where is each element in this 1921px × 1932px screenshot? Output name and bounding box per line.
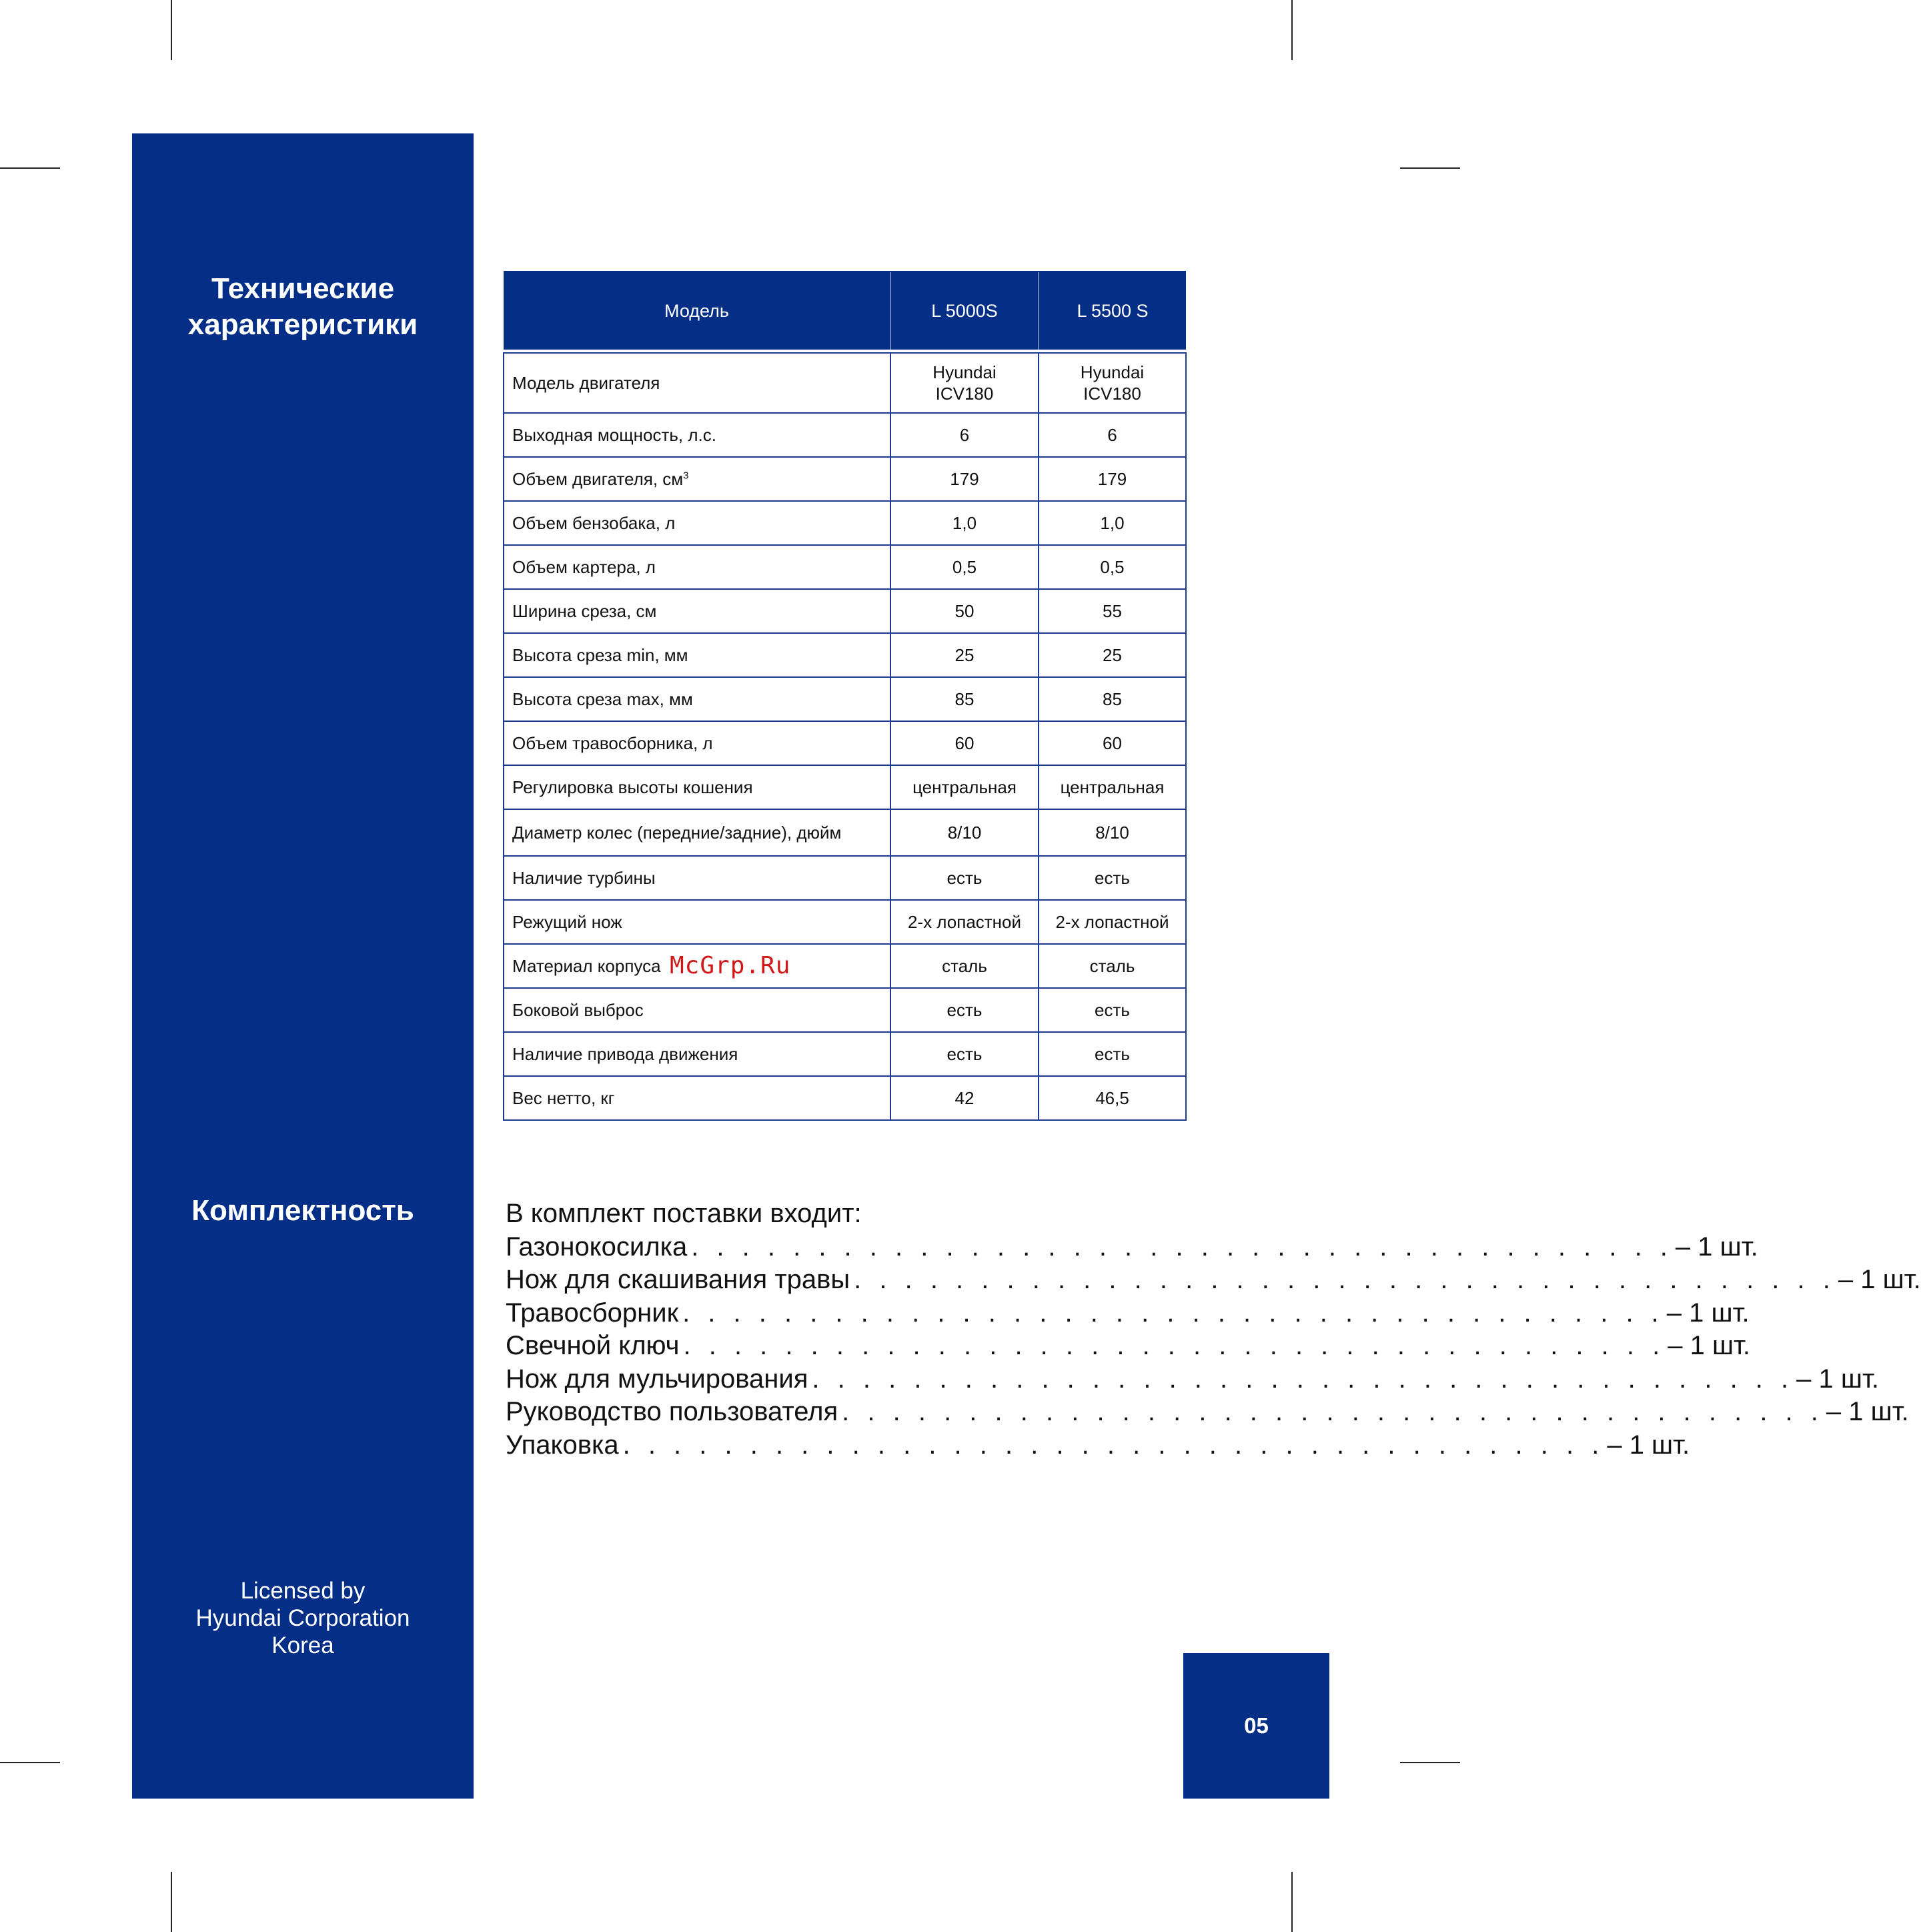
list-item: Травосборник . . . . . . . . . . . . . . . . . . . . . . . . . . . . . . . . . . . . . . . – 1 шт. [506, 1297, 1179, 1330]
value-cell: Hyundai ICV180 [1039, 353, 1186, 413]
crop-mark [1291, 1872, 1293, 1932]
value-cell: 50 [890, 589, 1039, 633]
value-cell: есть [1039, 856, 1186, 900]
license-text: Licensed by Hyundai Corporation Korea [195, 1578, 410, 1658]
contents-intro: В комплект поставки входит: [506, 1199, 862, 1228]
package-contents [506, 1197, 1921, 1462]
param-cell: Боковой выброс [504, 988, 890, 1032]
value-cell: 2-х лопастной [1039, 900, 1186, 944]
header-model: Модель [504, 272, 890, 350]
param-cell: Высота среза max, мм [504, 677, 890, 721]
header-l5500s: L 5500 S [1039, 272, 1186, 350]
value-cell: центральная [890, 765, 1039, 809]
table-row [504, 501, 1186, 545]
param-cell: Ширина среза, см [504, 589, 890, 633]
table-row [504, 633, 1186, 677]
table-row [504, 900, 1186, 944]
value-cell: 46,5 [1039, 1076, 1186, 1120]
param-cell: Модель двигателя [504, 353, 890, 413]
value-cell: есть [890, 1032, 1039, 1076]
crop-mark [171, 1872, 172, 1932]
list-item: Газонокосилка . . . . . . . . . . . . . . . . . . . . . . . . . . . . . . . . . . . . . . . – 1 шт. [506, 1231, 1179, 1264]
value-cell: 0,5 [890, 545, 1039, 589]
table-header-row [504, 272, 1186, 350]
spec-section-title: Технические характеристики [187, 272, 418, 341]
value-cell: 1,0 [890, 501, 1039, 545]
contents-section-title: Комплектность [191, 1194, 414, 1227]
value-cell: есть [890, 988, 1039, 1032]
list-item: Упаковка . . . . . . . . . . . . . . . . . . . . . . . . . . . . . . . . . . . . . . . – 1 шт. [506, 1429, 1179, 1462]
header-l5000s: L 5000S [890, 272, 1039, 350]
value-cell: сталь [1039, 944, 1186, 988]
table-row [504, 809, 1186, 856]
value-cell: есть [1039, 1032, 1186, 1076]
list-item: Нож для мульчирования . . . . . . . . . . . . . . . . . . . . . . . . . . . . . . . . . . . . . . . – 1 шт. [506, 1363, 1179, 1396]
param-cell: Регулировка высоты кошения [504, 765, 890, 809]
value-cell: 179 [1039, 457, 1186, 501]
value-cell: 60 [890, 721, 1039, 765]
table-row [504, 1076, 1186, 1120]
value-cell: 0,5 [1039, 545, 1186, 589]
table-row [504, 721, 1186, 765]
param-cell: Наличие турбины [504, 856, 890, 900]
param-cell: Наличие привода движения [504, 1032, 890, 1076]
dot-leader: . . . . . . . . . . . . . . . . . . . . . . . . . . . . . . . . . . . . . . . [842, 1397, 1824, 1426]
value-cell: есть [1039, 988, 1186, 1032]
param-cell: Объем травосборника, л [504, 721, 890, 765]
list-item: Руководство пользователя . . . . . . . . . . . . . . . . . . . . . . . . . . . . . . . . . . . . . . . – 1 шт. [506, 1396, 1179, 1429]
crop-mark [171, 0, 172, 60]
table-row [504, 765, 1186, 809]
table-row [504, 457, 1186, 501]
value-cell: 2-х лопастной [890, 900, 1039, 944]
param-cell: Выходная мощность, л.с. [504, 413, 890, 457]
value-cell: 85 [1039, 677, 1186, 721]
dot-leader: . . . . . . . . . . . . . . . . . . . . . . . . . . . . . . . . . . . . . . . [683, 1331, 1666, 1360]
value-cell: Hyundai ICV180 [890, 353, 1039, 413]
value-cell: 60 [1039, 721, 1186, 765]
crop-mark [0, 167, 60, 169]
param-cell: Высота среза min, мм [504, 633, 890, 677]
table-row [504, 677, 1186, 721]
value-cell: 8/10 [890, 809, 1039, 856]
crop-mark [1291, 0, 1293, 60]
dot-leader: . . . . . . . . . . . . . . . . . . . . . . . . . . . . . . . . . . . . . . . [622, 1430, 1605, 1460]
value-cell: 6 [1039, 413, 1186, 457]
param-cell: Вес нетто, кг [504, 1076, 890, 1120]
dot-leader: . . . . . . . . . . . . . . . . . . . . . . . . . . . . . . . . . . . . . . . [682, 1298, 1664, 1328]
param-cell: Объем бензобака, л [504, 501, 890, 545]
value-cell: 42 [890, 1076, 1039, 1120]
table-row [504, 413, 1186, 457]
table-row [504, 856, 1186, 900]
crop-mark [1400, 1762, 1460, 1763]
param-cell: Объем двигателя, $см^3$ [504, 457, 890, 501]
param-cell: Режущий нож [504, 900, 890, 944]
value-cell: 55 [1039, 589, 1186, 633]
value-cell: 85 [890, 677, 1039, 721]
value-cell: центральная [1039, 765, 1186, 809]
value-cell: 25 [890, 633, 1039, 677]
param-cell: Диаметр колес (передние/задние), дюйм [504, 809, 890, 856]
dot-leader: . . . . . . . . . . . . . . . . . . . . . . . . . . . . . . . . . . . . . . . [854, 1265, 1836, 1294]
value-cell: есть [890, 856, 1039, 900]
param-cell: Материал корпуса [504, 944, 890, 988]
specifications-table [503, 271, 1187, 1121]
param-cell: Объем картера, л [504, 545, 890, 589]
value-cell: 179 [890, 457, 1039, 501]
dot-leader: . . . . . . . . . . . . . . . . . . . . . . . . . . . . . . . . . . . . . . . [812, 1364, 1794, 1394]
dot-leader: . . . . . . . . . . . . . . . . . . . . . . . . . . . . . . . . . . . . . . . [691, 1232, 1673, 1262]
table-row [504, 988, 1186, 1032]
table-row [504, 944, 1186, 988]
value-cell: 8/10 [1039, 809, 1186, 856]
value-cell: 25 [1039, 633, 1186, 677]
crop-mark [0, 1762, 60, 1763]
table-row [504, 545, 1186, 589]
table-row [504, 353, 1186, 413]
table-row [504, 1032, 1186, 1076]
list-item: Нож для скашивания травы . . . . . . . . . . . . . . . . . . . . . . . . . . . . . . . . . . . . . . . – 1 шт. [506, 1264, 1179, 1297]
value-cell: 6 [890, 413, 1039, 457]
page-number: 05 [1183, 1653, 1329, 1799]
value-cell: сталь [890, 944, 1039, 988]
list-item: Свечной ключ . . . . . . . . . . . . . . . . . . . . . . . . . . . . . . . . . . . . . . . – 1 шт. [506, 1330, 1179, 1363]
table-row [504, 589, 1186, 633]
sidebar [132, 133, 474, 1799]
crop-mark [1400, 167, 1460, 169]
watermark: McGrp.Ru [670, 952, 791, 979]
value-cell: 1,0 [1039, 501, 1186, 545]
